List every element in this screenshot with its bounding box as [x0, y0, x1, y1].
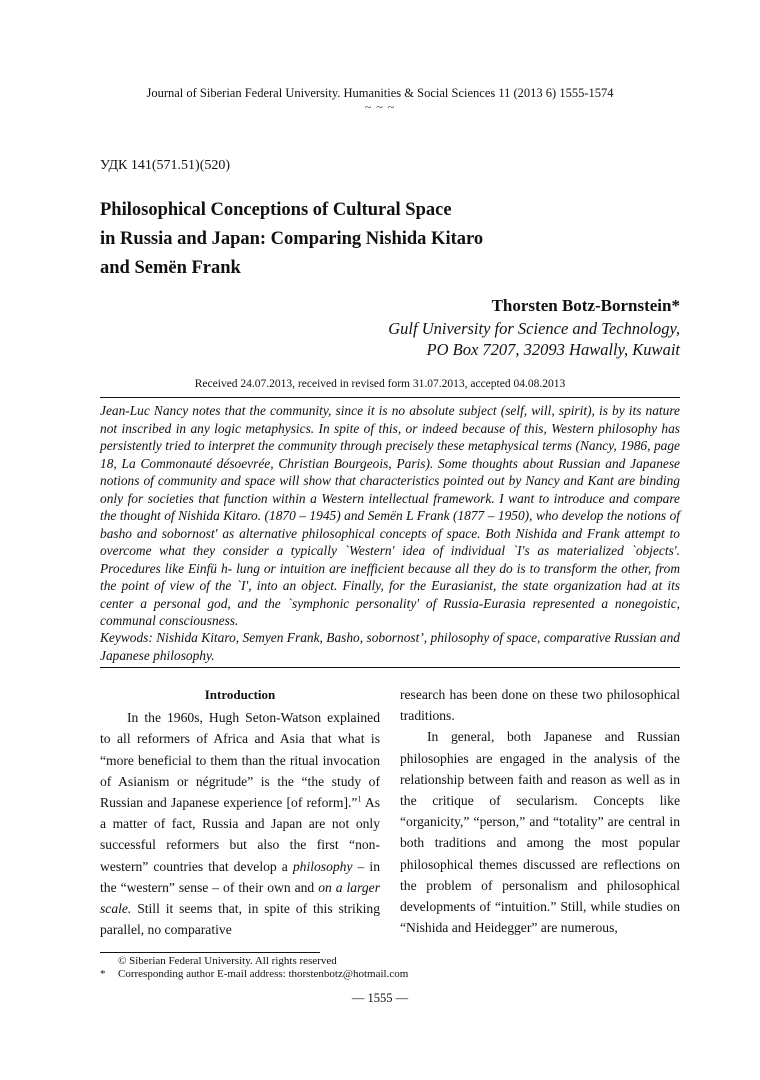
article-title — [100, 196, 620, 283]
abstract-top-rule — [100, 397, 680, 398]
title-line-2: in Russia and Japan: Comparing Nishida Kitaro — [100, 229, 484, 249]
abstract-bottom-rule — [100, 667, 680, 668]
abstract: Jean-Luc Nancy notes that the community, since it is no absolute subject (self, will, spirit), is by its nature not inscribed in any logic metaphysics. In spite of this, or indeed because of this, Western philosophy has persistently tried to interpret the community through precisely these metaphysical terms (Nancy, 1986, page 18, La Commonauté désoevrée, Christian Bourgeois, Paris). Some thoughts about Russian and Japanese notions of community and space will show that characteristics pointed out by Nancy and Kant are binding only for societies that function within a Western intellectual framework. I want to introduce and compare the thought of Nishida Kitaro. (1870 – 1945) and Semën L Frank (1877 – 1950), who develop the notions of basho and sobornost' as alternative philosophical concepts of space. Both Nishida and Frank attempt to overcome what they consider a typically `Western' idea of individual `I's as materialized `objects'. Procedures like Einfü h- lung or intuition are inefficient because all they do is to transform the other, from the point of view of the `I', into an object. Finally, for the Eurasianist, the state organization had at its center a personal god, and the `symphonic personality' of Russia-Eurasia represented a nonegoistic, communal consciousness. — [100, 403, 680, 628]
continued-paragraph: research has been done on these two philosophical traditions. — [400, 687, 680, 724]
author-affiliation — [388, 318, 680, 360]
intro-paragraph: In the 1960s, Hugh Seton-Watson explained to all reformers of Africa and Asia that what is “more beneficial to them than the ritual invocation of Asianism or négritude” is the “the study of Russian and Japanese experience [of reform].”$^1$ As a matter of fact, Russia and Japan are not only successful reformers but also the first “non-western” countries that develop a philosophy – in the “western” sense – of their own and on a larger scale. Still it seems that, in spite of this striking parallel, no comparative — [100, 710, 381, 938]
page-number: — 1555 — — [351, 991, 409, 1005]
footnote-copyright: © Siberian Federal University. All rights reserved — [118, 955, 337, 967]
footnote-ref: 1 — [357, 794, 362, 804]
title-line-3: and Semën Frank — [100, 258, 241, 278]
body-paragraph: In general, both Japanese and Russian philosophies are engaged in the analysis of the relationship between faith and reason as well as in the critique of secularism. Concepts like “organicity,” “person,” and “totality” are central in both traditions and among the most popular philosophical themes discussed are reflections on the problem of personalism and philosophical developments of “intuition.” Still, while studies on “Nishida and Heidegger” are numerous, — [400, 729, 680, 936]
journal-header: Journal of Siberian Federal University. Humanities & Social Sciences 11 (2013 6) 1555-1574 — [146, 86, 614, 100]
emphasis-larger-scale: on a larger scale. — [100, 879, 381, 917]
emphasis-philosophy: philosophy — [292, 858, 353, 874]
affiliation-line-1: Gulf University for Science and Technology, — [388, 319, 680, 338]
author-name: Thorsten Botz-Bornstein* — [491, 296, 680, 315]
keywords: Keywods: Nishida Kitaro, Semyen Frank, Basho, sobornost’, philosophy of space, comparative Russian and Japanese philosophy. — [100, 630, 680, 663]
section-heading: Introduction — [204, 687, 276, 702]
udk-code: УДК 141(571.51)(520) — [100, 158, 231, 173]
affiliation-line-2: PO Box 7207, 32093 Hawally, Kuwait — [426, 340, 680, 359]
footnote-marker: * — [100, 968, 106, 980]
received-dates: Received 24.07.2013, received in revised form 31.07.2013, accepted 04.08.2013 — [194, 378, 566, 390]
title-line-1: Philosophical Conceptions of Cultural Space — [100, 200, 452, 220]
footnote-corresponding: Corresponding author E-mail address: thorstenbotz@hotmail.com — [118, 968, 409, 980]
left-column — [100, 684, 380, 940]
header-ornament: ~ ~ ~ — [364, 100, 396, 114]
right-column — [400, 684, 680, 938]
footnote-rule — [100, 952, 320, 953]
